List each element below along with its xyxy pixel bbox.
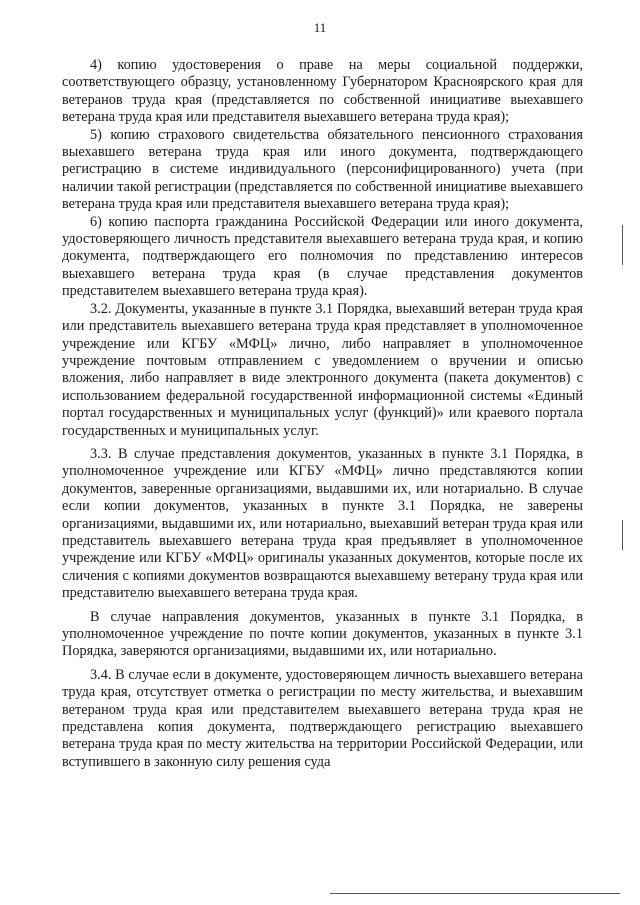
scan-mark-right-upper bbox=[622, 225, 623, 265]
document-body bbox=[62, 57, 583, 771]
paragraph-mail-copies: В случае направления документов, указанных в пункте 3.1 Порядка, в уполномоченное учреждение по почте копии документов, указанных в пункте 3.1 Порядка, заверяются организациями, выдавшими их, или нотариально. bbox=[62, 608, 583, 660]
paragraph-3-3: 3.3. В случае представления документов, указанных в пункте 3.1 Порядка, в уполномоченное учреждение или КГБУ «МФЦ» лично представляются копии документов, заверенные организациями, выдавшими их, или нотариально. В случае если копии документов, указанных в пункте 3.1 Порядка, не заверены организациями, выдавшими их, или нотариально, выехавший ветеран труда края или представитель выехавшего ветерана труда края предъявляет в уполномоченное учреждение или КГБУ «МФЦ» оригиналы указанных документов, которые после их сличения с копиями документов возвращаются выехавшему ветерану труда края или представителю выехавшего ветерана труда края. bbox=[62, 445, 583, 602]
scan-mark-bottom bbox=[330, 893, 620, 894]
page-number: 11 bbox=[313, 20, 327, 35]
paragraph-item-4: 4) копию удостоверения о праве на меры социальной поддержки, соответствующего образцу, установленному Губернатором Красноярского края для ветеранов труда края (представляется по собственной инициативе выехавшего ветерана труда края или представителя выехавшего ветерана труда края); bbox=[62, 57, 583, 126]
paragraph-3-4: 3.4. В случае если в документе, удостоверяющем личность выехавшего ветерана труда края, отсутствует отметка о регистрации по месту жительства, и выехавшим ветераном труда края или представителем выехавшего ветерана труда края не представлена копия документа, подтверждающего регистрацию выехавшего ветерана труда края по месту жительства на территории Российской Федерации, или вступившего в законную силу решения суда bbox=[62, 666, 583, 770]
scan-mark-right-lower bbox=[622, 520, 623, 550]
paragraph-3-2: 3.2. Документы, указанные в пункте 3.1 Порядка, выехавший ветеран труда края или представитель выехавшего ветерана труда края представляет в уполномоченное учреждение или КГБУ «МФЦ» лично, либо направляет в уполномоченное учреждение почтовым отправлением с уведомлением о вручении и описью вложения, либо направляет в виде электронного документа (пакета документов) с использованием федеральной государственной информационной системы «Единый портал государственных и муниципальных услуг (функций)» или краевого портала государственных и муниципальных услуг. bbox=[62, 300, 583, 439]
paragraph-item-5: 5) копию страхового свидетельства обязательного пенсионного страхования выехавшего ветерана труда края или иного документа, подтверждающего регистрацию в системе индивидуального (персонифицированного) учета (при наличии такой регистрации (представляется по собственной инициативе выехавшего ветерана труда края или представителя выехавшего ветерана труда края); bbox=[62, 126, 583, 213]
paragraph-item-6: 6) копию паспорта гражданина Российской Федерации или иного документа, удостоверяющего личность представителя выехавшего ветерана труда края, и копию документа, подтверждающего его полномочия по представлению интересов выехавшего ветерана труда края (в случае представления документов представителем выехавшего ветерана труда края). bbox=[62, 213, 583, 300]
